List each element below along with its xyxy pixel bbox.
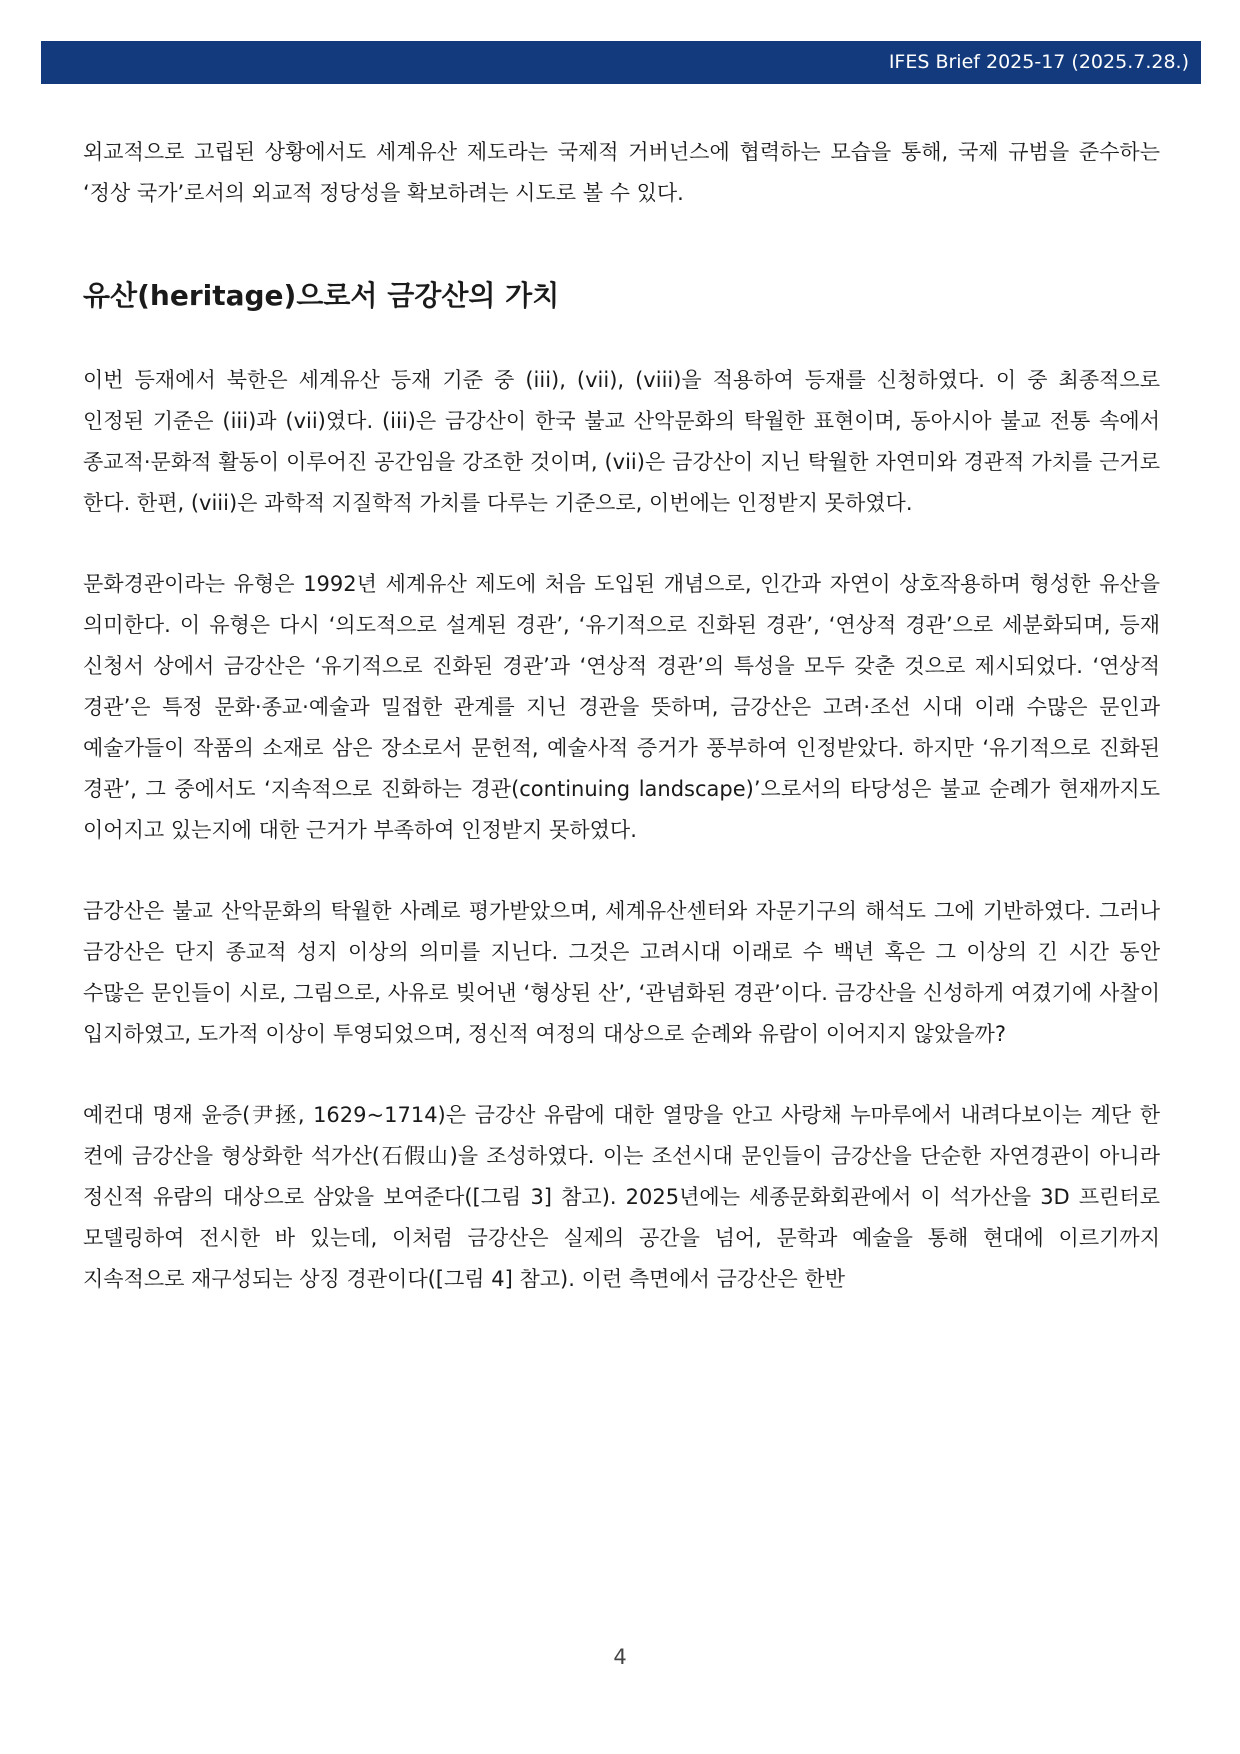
- page-number: 4: [613, 1645, 627, 1669]
- paragraph-cultural-landscape: 문화경관이라는 유형은 1992년 세계유산 제도에 처음 도입된 개념으로, 인간과 자연이 상호작용하며 형성한 유산을 의미한다. 이 유형은 다시 ‘의도적으로 설계된 경관’, ‘유기적으로 진화된 경관’, ‘연상적 경관’으로 세분화되며, 등재 신청서 상에서 금강산은 ‘유기적으로 진화된 경관’과 ‘연상적 경관’의 특성을 모두 갖춘 것으로 제시되었다. ‘연상적 경관’은 특정 문화·종교·예술과 밀접한 관계를 지닌 경관을 뜻하며, 금강산은 고려·조선 시대 이래 수많은 문인과 예술가들이 작품의 소재로 삼은 장소로서 문헌적, 예술사적 증거가 풍부하여 인정받았다. 하지만 ‘유기적으로 진화된 경관’, 그 중에서도 ‘지속적으로 진화하는 경관(continuing landscape)’으로서의 타당성은 불교 순례가 현재까지도 이어지고 있는지에 대한 근거가 부족하여 인정받지 못하였다.: [83, 572, 1160, 842]
- paragraph-buddhist-mountain: 금강산은 불교 산악문화의 탁월한 사례로 평가받았으며, 세계유산센터와 자문기구의 해석도 그에 기반하였다. 그러나 금강산은 단지 종교적 성지 이상의 의미를 지닌다. 그것은 고려시대 이래로 수 백년 혹은 그 이상의 긴 시간 동안 수많은 문인들이 시로, 그림으로, 사유로 빚어낸 ‘형상된 산’, ‘관념화된 경관’이다. 금강산을 신성하게 여겼기에 사찰이 입지하였고, 도가적 이상이 투영되었으며, 정신적 여정의 대상으로 순례와 유람이 이어지지 않았을까?: [83, 899, 1160, 1046]
- document-body: [83, 132, 1160, 1300]
- paragraph-intro: 외교적으로 고립된 상황에서도 세계유산 제도라는 국제적 거버넌스에 협력하는 모습을 통해, 국제 규범을 준수하는 ‘정상 국가’로서의 외교적 정당성을 확보하려는 시도로 볼 수 있다.: [83, 140, 1160, 205]
- brief-label: IFES Brief 2025-17 (2025.7.28.): [888, 51, 1189, 73]
- header-bar: [41, 41, 1201, 84]
- paragraph-seokgasan: 예컨대 명재 윤증(尹拯, 1629~1714)은 금강산 유람에 대한 열망을 안고 사랑채 누마루에서 내려다보이는 계단 한 켠에 금강산을 형상화한 석가산(石假山)을 조성하였다. 이는 조선시대 문인들이 금강산을 단순한 자연경관이 아니라 정신적 유람의 대상으로 삼았을 보여준다([그림 3] 참고). 2025년에는 세종문화회관에서 이 석가산을 3D 프린터로 모델링하여 전시한 바 있는데, 이처럼 금강산은 실제의 공간을 넘어, 문학과 예술을 통해 현대에 이르기까지 지속적으로 재구성되는 상징 경관이다([그림 4] 참고). 이런 측면에서 금강산은 한반: [83, 1103, 1160, 1291]
- paragraph-criteria: 이번 등재에서 북한은 세계유산 등재 기준 중 (iii), (vii), (viii)을 적용하여 등재를 신청하였다. 이 중 최종적으로 인정된 기준은 (iii)과 (vii)였다. (iii)은 금강산이 한국 불교 산악문화의 탁월한 표현이며, 동아시아 불교 전통 속에서 종교적·문화적 활동이 이루어진 공간임을 강조한 것이며, (vii)은 금강산이 지닌 탁월한 자연미와 경관적 가치를 근거로 한다. 한편, (viii)은 과학적 지질학적 가치를 다루는 기준으로, 이번에는 인정받지 못하였다.: [83, 368, 1160, 515]
- section-title: 유산(heritage)으로서 금강산의 가치: [83, 279, 560, 312]
